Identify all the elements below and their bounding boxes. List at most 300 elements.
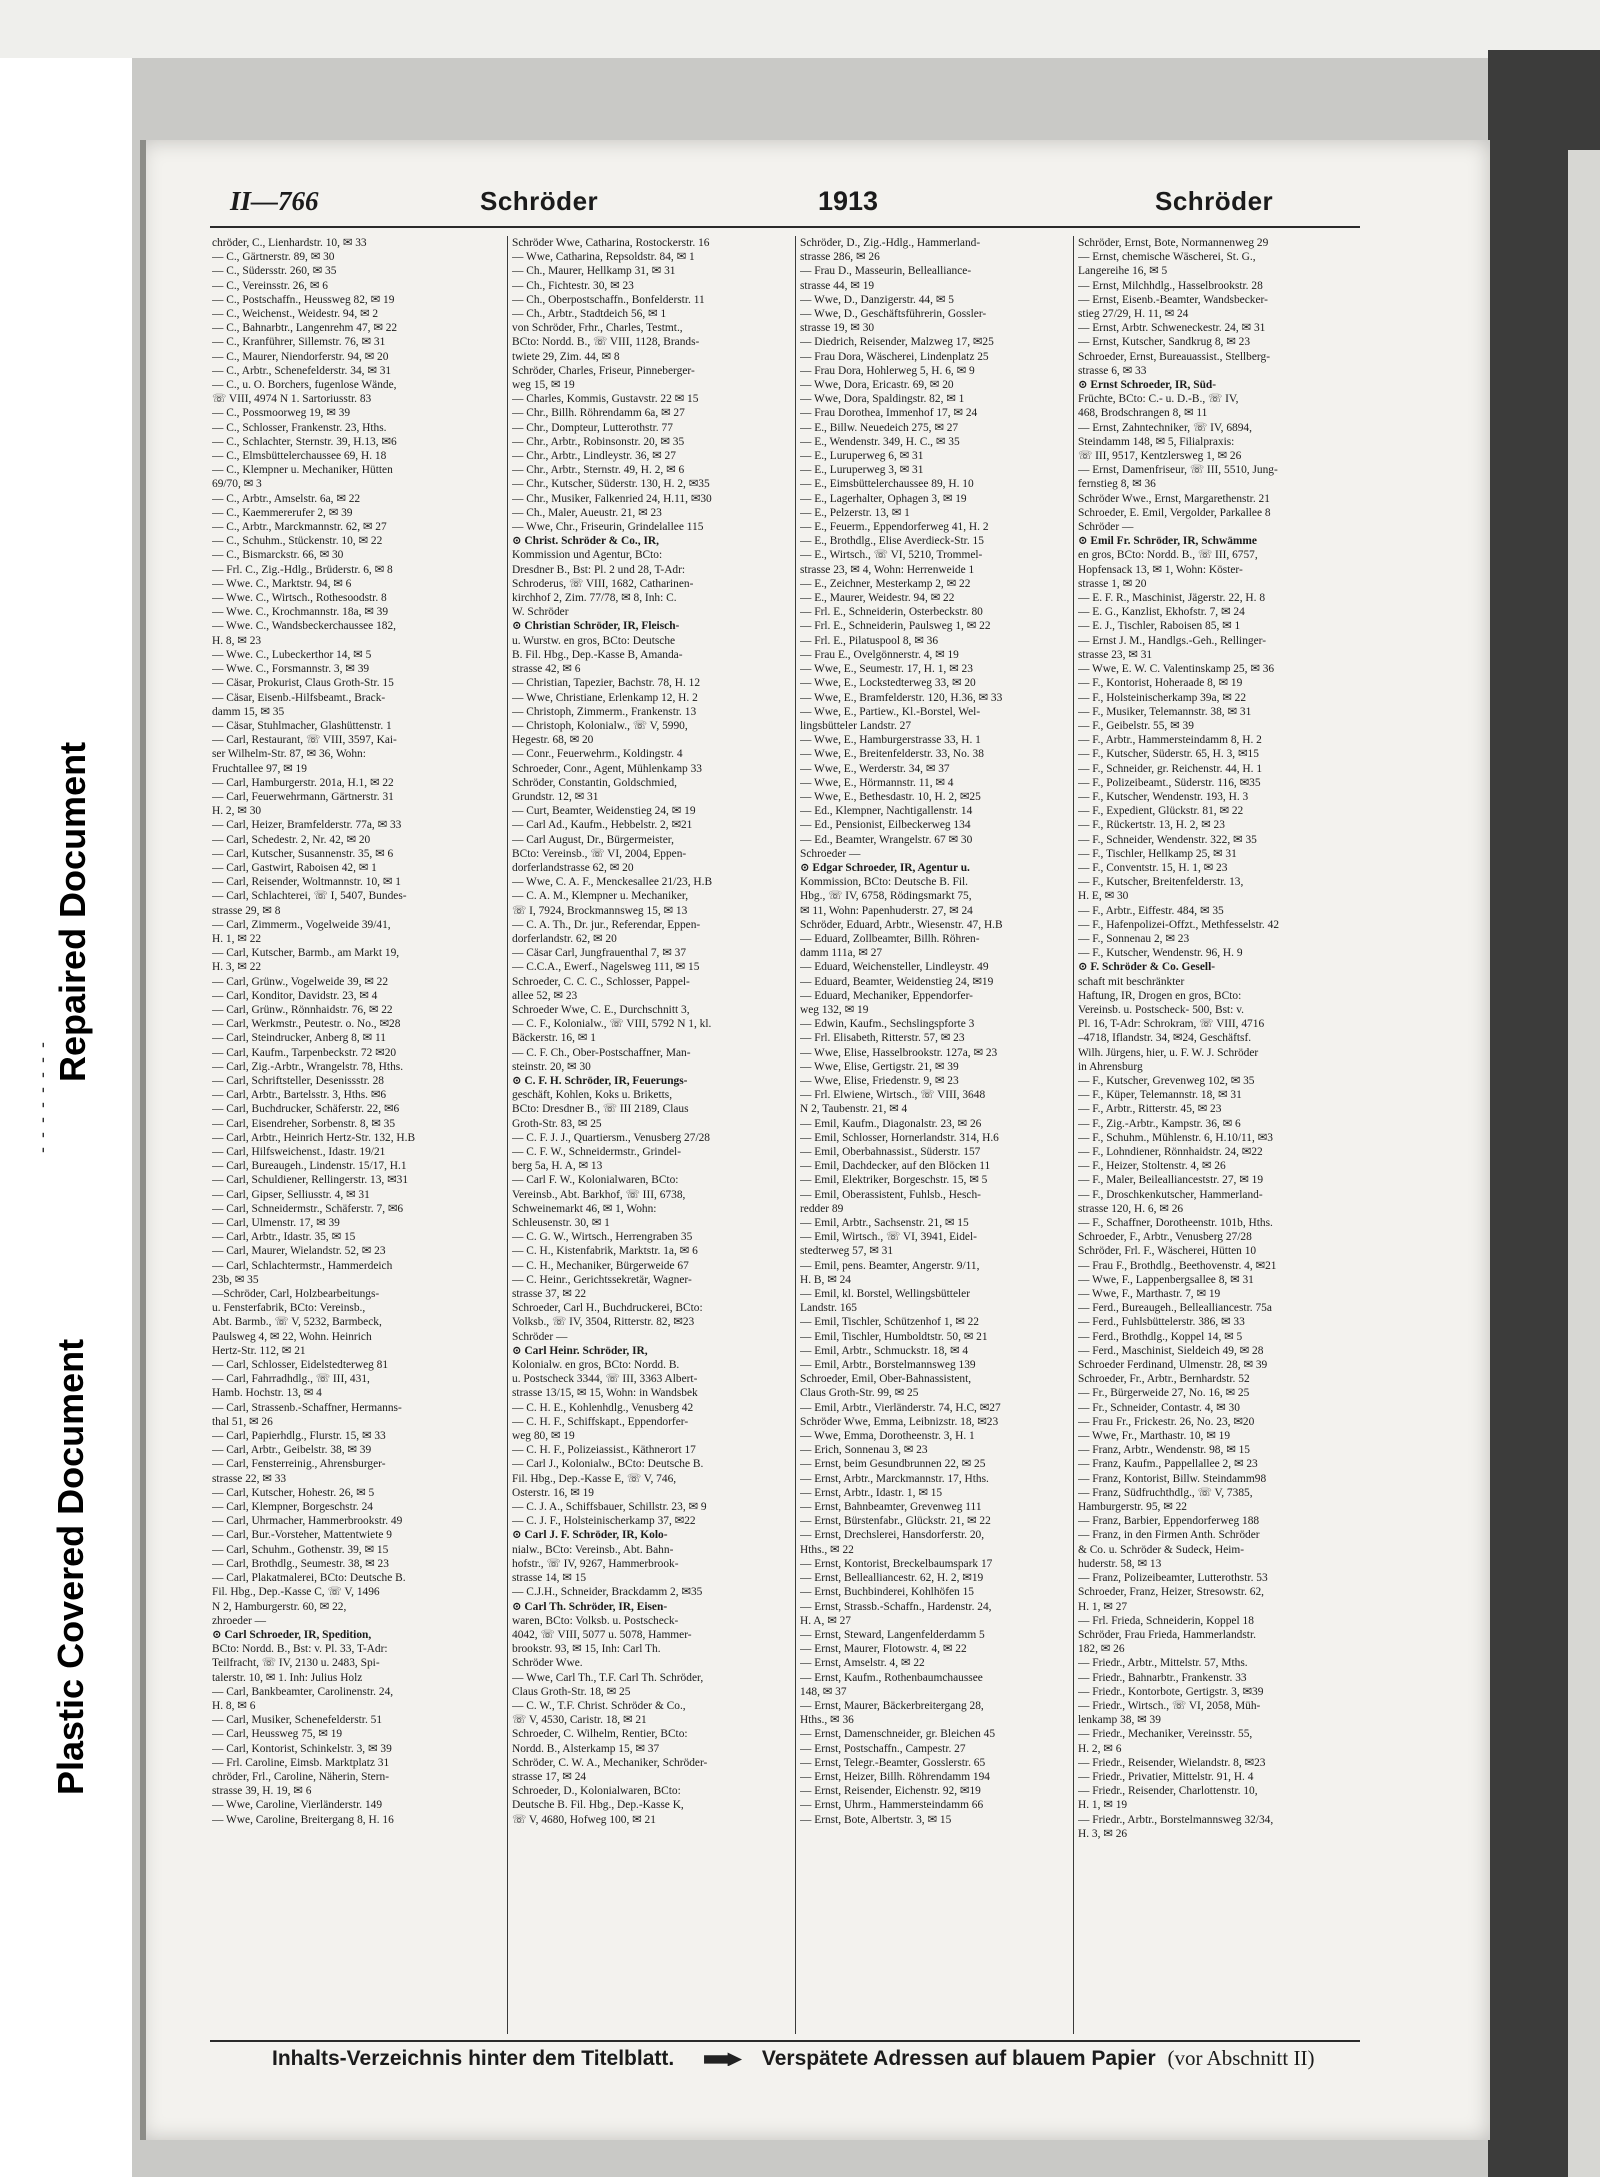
directory-entry: — Carl, Grünw., Rönnhaidstr. 76, ✉ 22 bbox=[212, 1003, 393, 1016]
page-header bbox=[210, 186, 1360, 222]
directory-entry: Schröder Wwe, Catharina, Rostockerstr. 16 bbox=[512, 237, 710, 249]
directory-entry: chröder, C., Lienhardstr. 10, ✉ 33 bbox=[212, 237, 367, 249]
directory-entry: — Carl, Uhrmacher, Hammerbrookstr. 49 bbox=[212, 1515, 403, 1528]
directory-column-2 bbox=[512, 236, 782, 2034]
directory-entry: — C., Maurer, Niendorferstr. 94, ✉ 20 bbox=[212, 350, 389, 363]
directory-entry: — Ch., Maurer, Hellkamp 31, ✉ 31 bbox=[512, 265, 676, 278]
directory-entry: — Ernst, Kaufm., Rothenbaumchaussee bbox=[800, 1671, 983, 1684]
directory-entry: H. 2, ✉ 6 bbox=[1078, 1742, 1122, 1755]
directory-entry: — Frau E., Ovelgönnerstr. 4, ✉ 19 bbox=[800, 648, 959, 661]
directory-entry: — C. H. F., Schiffskapt., Eppendorfer- bbox=[512, 1415, 689, 1428]
directory-entry: Schroeder Ferdinand, Ulmenstr. 28, ✉ 39 bbox=[1078, 1359, 1268, 1372]
directory-entry: — Franz, in den Firmen Anth. Schröder bbox=[1078, 1529, 1260, 1542]
directory-entry: — Ernst, Damenfriseur, ☏ III, 5510, Jung- bbox=[1078, 464, 1278, 477]
directory-entry: — C., Arbtr., Amselstr. 6a, ✉ 22 bbox=[212, 492, 361, 505]
directory-entry: BCto: Nordd. B., Bst: v. Pl. 33, T-Adr: bbox=[212, 1643, 388, 1656]
directory-entry: — Wwe. C., Wandsbeckerchaussee 182, bbox=[212, 620, 397, 633]
directory-entry: — Eduard, Zollbeamter, Billh. Röhren- bbox=[800, 932, 980, 945]
directory-entry: — Christian, Tapezier, Bachstr. 78, H. 12 bbox=[512, 677, 701, 690]
directory-entry: — Wwe. C., Wirtsch., Rothesoodstr. 8 bbox=[212, 592, 387, 605]
directory-entry: N 2, Hamburgerstr. 60, ✉ 22, bbox=[212, 1600, 347, 1613]
directory-entry: Schroeder, Ernst, Bureauassist., Stellberg- bbox=[1078, 350, 1270, 363]
directory-entry: ⊙ Carl Th. Schröder, IR, Eisen- bbox=[512, 1600, 668, 1613]
directory-entry: — F., Kutscher, Wendenstr. 193, H. 3 bbox=[1078, 790, 1249, 803]
directory-entry: — Carl, Kaufm., Tarpenbeckstr. 72 ✉20 bbox=[212, 1046, 397, 1059]
directory-entry: — C.J.H., Schneider, Brackdamm 2, ✉35 bbox=[512, 1586, 703, 1599]
directory-entry: talerstr. 10, ✉ 1. Inh: Julius Holz bbox=[212, 1671, 363, 1684]
directory-entry: strasse 44, ✉ 19 bbox=[800, 279, 875, 292]
directory-entry: stieg 27/29, H. 11, ✉ 24 bbox=[1078, 308, 1189, 321]
directory-entry: lingsbütteler Landstr. 27 bbox=[800, 719, 912, 732]
directory-entry: — Carl, Schuldiener, Rellingerstr. 13, ✉31 bbox=[212, 1174, 409, 1187]
directory-entry: — Emil, Arbtr., Sachsenstr. 21, ✉ 15 bbox=[800, 1217, 969, 1230]
directory-entry: — Wwe, Emma, Dorotheenstr. 3, H. 1 bbox=[800, 1430, 975, 1443]
directory-entry: — Franz, Polizeibeamter, Lutterothstr. 53 bbox=[1078, 1572, 1268, 1585]
directory-entry: — Emil, Arbtr., Schmuckstr. 18, ✉ 4 bbox=[800, 1344, 969, 1357]
directory-entry: — Chr., Arbtr., Sternstr. 49, H. 2, ✉ 6 bbox=[512, 464, 685, 477]
directory-entry: — Carl Ad., Kaufm., Hebbelstr. 2, ✉21 bbox=[512, 819, 693, 832]
directory-entry: Pl. 16, T-Adr: Schrokram, ☏ VIII, 4716 bbox=[1078, 1018, 1265, 1031]
directory-entry: Hegestr. 68, ✉ 20 bbox=[512, 734, 594, 747]
directory-entry: H. 8, ✉ 23 bbox=[212, 634, 262, 647]
directory-entry: — C. H. E., Kohlenhdlg., Venusberg 42 bbox=[512, 1401, 694, 1414]
directory-entry: steinstr. 20, ✉ 30 bbox=[512, 1060, 591, 1073]
directory-entry: — Ernst, beim Gesundbrunnen 22, ✉ 25 bbox=[800, 1458, 986, 1471]
directory-entry: — Ernst, chemische Wäscherei, St. G., bbox=[1078, 251, 1256, 264]
directory-entry: — Ernst, Bahnbeamter, Grevenweg 111 bbox=[800, 1501, 982, 1514]
directory-entry: — Cäsar, Prokurist, Claus Groth-Str. 15 bbox=[212, 677, 394, 690]
directory-column-1 bbox=[212, 236, 482, 2034]
directory-entry: — Chr., Arbtr., Robinsonstr. 20, ✉ 35 bbox=[512, 435, 685, 448]
directory-entry: — Ernst J. M., Handlgs.-Geh., Rellinger- bbox=[1078, 634, 1267, 647]
directory-entry: strasse 23, ✉ 31 bbox=[1078, 648, 1153, 661]
directory-entry: — Carl, Brothdlg., Seumestr. 38, ✉ 23 bbox=[212, 1557, 389, 1570]
directory-entry: 468, Brodschrangen 8, ✉ 11 bbox=[1078, 407, 1208, 420]
directory-entry: Schroeder, F., Arbtr., Venusberg 27/28 bbox=[1078, 1231, 1252, 1244]
directory-entry: — C., Kaemmererufer 2, ✉ 39 bbox=[212, 506, 353, 519]
directory-entry: Kommission und Agentur, BCto: bbox=[512, 549, 663, 562]
footer-late-addresses-note: Verspätete Adressen auf blauem Papier bbox=[761, 2047, 1156, 2070]
directory-entry: — C., Gärtnerstr. 89, ✉ 30 bbox=[212, 251, 335, 264]
directory-entry: — C. H. F., Polizeiassist., Käthnerort 17 bbox=[512, 1444, 696, 1457]
directory-entry: — F., Arbtr., Hammersteindamm 8, H. 2 bbox=[1078, 734, 1262, 747]
sidebar-label-plastic: Plastic Covered Document bbox=[50, 1338, 91, 1795]
sidebar-label-strip bbox=[0, 58, 132, 2177]
directory-entry: — C., Postschaffn., Heussweg 82, ✉ 19 bbox=[212, 293, 395, 306]
directory-entry: — C. F. Ch., Ober-Postschaffner, Man- bbox=[512, 1046, 691, 1059]
directory-entry: ⊙ F. Schröder & Co. Gesell- bbox=[1078, 961, 1216, 974]
directory-entry: — Carl, Schriftsteller, Desenissstr. 28 bbox=[212, 1074, 384, 1087]
directory-entry: B. Fil. Hbg., Dep.-Kasse B, Amanda- bbox=[512, 648, 683, 661]
directory-entry: ⊙ Edgar Schroeder, IR, Agentur u. bbox=[800, 861, 970, 874]
directory-entry: — F., Rückertstr. 13, H. 2, ✉ 23 bbox=[1078, 819, 1225, 832]
directory-entry: — C. J. A., Schiffsbauer, Schillstr. 23, ✉ 9 bbox=[512, 1501, 707, 1514]
directory-entry: strasse 29, ✉ 8 bbox=[212, 904, 281, 917]
directory-entry: — Ferd., Brothdlg., Koppel 14, ✉ 5 bbox=[1078, 1330, 1243, 1343]
directory-entry: — F., Tischler, Hellkamp 25, ✉ 31 bbox=[1078, 847, 1237, 860]
directory-entry: thal 51, ✉ 26 bbox=[212, 1415, 273, 1428]
directory-entry: waren, BCto: Volksb. u. Postscheck- bbox=[512, 1614, 679, 1627]
directory-entry: — Friedr., Reisender, Wielandstr. 8, ✉23 bbox=[1078, 1756, 1266, 1769]
directory-entry: — Carl, Hamburgerstr. 201a, H.1, ✉ 22 bbox=[212, 776, 394, 789]
directory-entry: brookstr. 93, ✉ 15, Inh: Carl Th. bbox=[512, 1643, 661, 1656]
directory-entry: — C., Arbtr., Schenefelderstr. 34, ✉ 31 bbox=[212, 364, 392, 377]
directory-entry: — E., Luruperweg 6, ✉ 31 bbox=[800, 450, 924, 463]
directory-entry: ⊙ Carl J. F. Schröder, IR, Kolo- bbox=[512, 1529, 668, 1542]
directory-entry: — Wwe, Dora, Spaldingstr. 82, ✉ 1 bbox=[800, 393, 965, 406]
directory-entry: Schroeder, D., Kolonialwaren, BCto: bbox=[512, 1785, 681, 1798]
directory-entry: Schroeder, C. Wilhelm, Rentier, BCto: bbox=[512, 1728, 688, 1741]
directory-entry: — C., Arbtr., Marckmannstr. 62, ✉ 27 bbox=[212, 521, 387, 534]
directory-entry: — Ernst, Telegr.-Beamter, Gosslerstr. 65 bbox=[800, 1756, 986, 1769]
directory-entry: — Carl August, Dr., Bürgermeister, bbox=[512, 833, 674, 846]
directory-entry: — Ferd., Fuhlsbüttelerstr. 386, ✉ 33 bbox=[1078, 1316, 1245, 1329]
directory-entry: —Schröder, Carl, Holzbearbeitungs- bbox=[212, 1288, 380, 1301]
directory-entry: — Ernst, Strassb.-Schaffn., Hardenstr. 24, bbox=[800, 1600, 992, 1613]
directory-entry: — Emil, pens. Beamter, Angerstr. 9/11, bbox=[800, 1259, 980, 1272]
directory-entry: — Chr., Billh. Röhrendamm 6a, ✉ 27 bbox=[512, 407, 685, 420]
directory-entry: — Wwe, D., Geschäftsführerin, Gossler- bbox=[800, 308, 987, 321]
directory-entry: — F., Conventstr. 15, H. 1, ✉ 23 bbox=[1078, 861, 1228, 874]
directory-entry: strasse 37, ✉ 22 bbox=[512, 1288, 587, 1301]
directory-entry: — Carl, Reisender, Woltmannstr. 10, ✉ 1 bbox=[212, 876, 401, 889]
directory-entry: — Ernst, Amselstr. 4, ✉ 22 bbox=[800, 1657, 925, 1670]
directory-entry: — C., Schuhm., Stückenstr. 10, ✉ 22 bbox=[212, 535, 383, 548]
footer-index-note: Inhalts-Verzeichnis hinter dem Titelblatt. bbox=[272, 2047, 675, 2070]
directory-entry: Schröder — bbox=[1078, 521, 1134, 534]
directory-entry: — Carl, Buchdrucker, Schäferstr. 22, ✉6 bbox=[212, 1103, 400, 1116]
directory-entry: — Carl, Bankbeamter, Carolinenstr. 24, bbox=[212, 1685, 394, 1698]
directory-entry: Hths., ✉ 22 bbox=[800, 1543, 854, 1556]
directory-entry: — Wwe, E., Seumestr. 17, H. 1, ✉ 23 bbox=[800, 663, 973, 676]
directory-entry: — Carl, Schuhm., Gothenstr. 39, ✉ 15 bbox=[212, 1543, 389, 1556]
directory-entry: Dresdner B., Bst: Pl. 2 und 28, T-Adr: bbox=[512, 563, 686, 576]
directory-entry: — F., Schneider, Wendenstr. 322, ✉ 35 bbox=[1078, 833, 1257, 846]
directory-entry: Hopfensack 13, ✉ 1, Wohn: Köster- bbox=[1078, 563, 1243, 576]
directory-entry: Schröder, Ernst, Bote, Normannenweg 29 bbox=[1078, 237, 1269, 249]
directory-entry: — E., Wirtsch., ☏ VI, 5210, Trommel- bbox=[800, 549, 983, 562]
directory-entry: Schröder, D., Zig.-Hdlg., Hammerland- bbox=[800, 237, 981, 249]
directory-entry: — Friedr., Mechaniker, Vereinsstr. 55, bbox=[1078, 1728, 1253, 1741]
directory-entry: — Carl, Gipser, Selliusstr. 4, ✉ 31 bbox=[212, 1188, 370, 1201]
directory-entry: — Ed., Beamter, Wrangelstr. 67 ✉ 30 bbox=[800, 833, 973, 846]
directory-entry: strasse 22, ✉ 33 bbox=[212, 1472, 287, 1485]
directory-entry: — Carl, Kontorist, Schinkelstr. 3, ✉ 39 bbox=[212, 1742, 392, 1755]
directory-entry: 148, ✉ 37 bbox=[800, 1685, 847, 1698]
directory-entry: strasse 14, ✉ 15 bbox=[512, 1572, 587, 1585]
directory-entry: — Ferd., Maschinist, Sieldeich 49, ✉ 28 bbox=[1078, 1344, 1264, 1357]
directory-entry: — Emil, Oberbahnassist., Süderstr. 157 bbox=[800, 1146, 981, 1158]
directory-entry: — Carl, Kutscher, Barmb., am Markt 19, bbox=[212, 947, 400, 960]
directory-entry: Schroeder Wwe, C. E., Durchschnitt 3, bbox=[512, 1003, 690, 1016]
directory-entry: — Cäsar, Stuhlmacher, Glashüttenstr. 1 bbox=[212, 719, 392, 732]
directory-entry: geschäft, Kohlen, Koks u. Briketts, bbox=[512, 1089, 673, 1102]
directory-entry: strasse 6, ✉ 33 bbox=[1078, 364, 1147, 377]
directory-entry: — Ernst, Kontorist, Breckelbaumspark 17 bbox=[800, 1557, 993, 1570]
directory-entry: Schroeder, C. C. C., Schlosser, Pappel- bbox=[512, 975, 690, 988]
directory-entry: Schroeder, Conr., Agent, Mühlenkamp 33 bbox=[512, 762, 702, 775]
directory-entry: — Carl, Restaurant, ☏ VIII, 3597, Kai- bbox=[212, 734, 397, 747]
directory-entry: — C., Bahnarbtr., Langenrehm 47, ✉ 22 bbox=[212, 322, 398, 335]
directory-entry: — Ernst, Postschaffn., Campestr. 27 bbox=[800, 1742, 966, 1755]
directory-entry: — F., Musiker, Telemannstr. 38, ✉ 31 bbox=[1078, 705, 1252, 718]
directory-entry: — Ch., Oberpostschaffn., Bonfelderstr. 11 bbox=[512, 293, 705, 306]
directory-entry: –4718, Iflandstr. 34, ✉24, Geschäftsf. bbox=[1078, 1032, 1252, 1045]
directory-entry: — Carl, Arbtr., Geibelstr. 38, ✉ 39 bbox=[212, 1444, 372, 1457]
directory-entry: — Carl, Konditor, Davidstr. 23, ✉ 4 bbox=[212, 989, 378, 1002]
directory-entry: — C. G. W., Wirtsch., Herrengraben 35 bbox=[512, 1231, 693, 1244]
directory-entry: — Friedr., Wirtsch., ☏ VI, 2058, Müh- bbox=[1078, 1699, 1261, 1712]
directory-entry: twiete 29, Zim. 44, ✉ 8 bbox=[512, 350, 620, 363]
directory-entry: — Carl, Strassenb.-Schaffner, Hermanns- bbox=[212, 1401, 402, 1414]
directory-entry: — E., Pelzerstr. 13, ✉ 1 bbox=[800, 506, 910, 519]
directory-entry: Groth-Str. 83, ✉ 25 bbox=[512, 1117, 602, 1130]
directory-entry: Bäckerstr. 16, ✉ 1 bbox=[512, 1032, 596, 1045]
directory-entry: Hertz-Str. 112, ✉ 21 bbox=[212, 1344, 306, 1357]
directory-entry: Schröder, Charles, Friseur, Pinneberger- bbox=[512, 364, 695, 377]
directory-entry: Steindamm 148, ✉ 5, Filialpraxis: bbox=[1078, 435, 1235, 448]
directory-entry: strasse 19, ✉ 30 bbox=[800, 322, 875, 335]
directory-entry: stedterweg 57, ✉ 31 bbox=[800, 1245, 894, 1258]
directory-entry: — C. A. Th., Dr. jur., Referendar, Eppen- bbox=[512, 918, 701, 931]
directory-entry: ✉ 11, Wohn: Papenhuderstr. 27, ✉ 24 bbox=[800, 904, 973, 917]
directory-entry: — C. Heinr., Gerichtssekretär, Wagner- bbox=[512, 1273, 692, 1286]
directory-entry: — Ernst, Bürstenfabr., Glückstr. 21, ✉ 22 bbox=[800, 1515, 991, 1528]
directory-entry: — F., Kutscher, Grevenweg 102, ✉ 35 bbox=[1078, 1074, 1255, 1087]
directory-entry: huderstr. 58, ✉ 13 bbox=[1078, 1557, 1162, 1570]
directory-entry: — Carl, Steindrucker, Anberg 8, ✉ 11 bbox=[212, 1032, 386, 1045]
page-footer bbox=[272, 2046, 1372, 2082]
directory-entry: — Friedr., Arbtr., Mittelstr. 57, Mths. bbox=[1078, 1657, 1248, 1670]
sidebar-dash-marker: - - - - - - - - bbox=[32, 1040, 52, 1153]
directory-entry: — Franz, Arbtr., Wendenstr. 98, ✉ 15 bbox=[1078, 1444, 1250, 1457]
directory-entry: — Wwe, E., Partiew., Kl.-Borstel, Wel- bbox=[800, 705, 981, 718]
directory-entry: — F., Schaffner, Dorotheenstr. 101b, Hths. bbox=[1078, 1217, 1273, 1230]
directory-entry: — F., Maler, Beileallianceststr. 27, ✉ 19 bbox=[1078, 1174, 1264, 1187]
directory-entry: — Diedrich, Reisender, Malzweg 17, ✉25 bbox=[800, 336, 994, 349]
directory-entry: — Emil, Tischler, Schützenhof 1, ✉ 22 bbox=[800, 1316, 979, 1329]
directory-entry: berg 5a, H. A, ✉ 13 bbox=[512, 1160, 603, 1173]
directory-entry: — Wwe, F., Lappenbergsallee 8, ✉ 31 bbox=[1078, 1273, 1254, 1286]
directory-entry: — Franz, Südfruchthdlg., ☏ V, 7385, bbox=[1078, 1486, 1253, 1499]
directory-entry: — C., Bismarckstr. 66, ✉ 30 bbox=[212, 549, 344, 562]
directory-entry: — Frl. Frieda, Schneiderin, Koppel 18 bbox=[1078, 1614, 1254, 1627]
directory-entry: — Charles, Kommis, Gustavstr. 22 ✉ 15 bbox=[512, 393, 699, 406]
directory-entry: ⊙ Emil Fr. Schröder, IR, Schwämme bbox=[1078, 535, 1257, 548]
directory-entry: — Frl. E., Pilatuspool 8, ✉ 36 bbox=[800, 634, 939, 647]
directory-entry: ⊙ Carl Schroeder, IR, Spedition, bbox=[212, 1628, 372, 1641]
directory-entry: — Carl, Bur.-Vorsteher, Mattentwiete 9 bbox=[212, 1529, 392, 1542]
directory-entry: — F., Sonnenau 2, ✉ 23 bbox=[1078, 932, 1190, 945]
directory-entry: H. 1, ✉ 22 bbox=[212, 932, 262, 945]
directory-entry: Fil. Hbg., Dep.-Kasse C, ☏ V, 1496 bbox=[212, 1586, 380, 1599]
directory-entry: u. Fensterfabrik, BCto: Vereinsb., bbox=[212, 1302, 366, 1315]
directory-entry: — Carl, Fensterreinig., Ahrensburger- bbox=[212, 1458, 386, 1471]
directory-entry: strasse 23, ✉ 4, Wohn: Herrenweide 1 bbox=[800, 563, 975, 576]
directory-entry: in Ahrensburg bbox=[1078, 1060, 1143, 1073]
directory-entry: dorferlandstrasse 62, ✉ 20 bbox=[512, 861, 634, 874]
directory-entry: — Chr., Dompteur, Lutterothstr. 77 bbox=[512, 421, 673, 434]
directory-entry: — Ed., Pensionist, Eilbeckerweg 134 bbox=[800, 819, 971, 832]
directory-entry: kirchhof 2, Zim. 77/78, ✉ 8, Inh: C. bbox=[512, 592, 677, 605]
column-divider bbox=[795, 236, 796, 2034]
directory-entry: — C., u. O. Borchers, fugenlose Wände, bbox=[212, 379, 397, 392]
directory-entry: Teilfracht, ☏ IV, 2130 u. 2483, Spi- bbox=[212, 1657, 380, 1670]
directory-entry: allee 52, ✉ 23 bbox=[512, 989, 578, 1002]
directory-entry: Schroeder, E. Emil, Vergolder, Parkallee 8 bbox=[1078, 506, 1271, 519]
directory-entry: H. 1, ✉ 19 bbox=[1078, 1799, 1128, 1812]
directory-entry: Hbg., ☏ IV, 6758, Rödingsmarkt 75, bbox=[800, 890, 972, 903]
running-head-right: Schröder bbox=[1155, 186, 1274, 216]
directory-entry: — C., Elmsbüttelerchaussee 69, H. 18 bbox=[212, 450, 387, 463]
directory-entry: Vereinsb., Abt. Barkhof, ☏ III, 6738, bbox=[512, 1188, 686, 1201]
directory-entry: — E., Maurer, Weidestr. 94, ✉ 22 bbox=[800, 592, 955, 605]
directory-entry: — Ernst, Arbtr. Schweneckestr. 24, ✉ 31 bbox=[1078, 322, 1266, 335]
directory-entry: — Eduard, Mechaniker, Eppendorfer- bbox=[800, 989, 973, 1002]
directory-entry: — Carl, Kutscher, Hohestr. 26, ✉ 5 bbox=[212, 1486, 375, 1499]
directory-entry: — Ernst, Drechslerei, Hansdorferstr. 20, bbox=[800, 1529, 985, 1542]
directory-entry: — Carl, Bureaugeh., Lindenstr. 15/17, H.1 bbox=[212, 1160, 407, 1173]
directory-entry: — C., Kranführer, Sillemstr. 76, ✉ 31 bbox=[212, 336, 386, 349]
directory-entry: Schröder, Eduard, Arbtr., Wiesenstr. 47, H.B bbox=[800, 918, 1003, 931]
directory-entry: — Ernst, Buchbinderei, Kohlhöfen 15 bbox=[800, 1586, 974, 1599]
directory-entry: chröder, Frl., Caroline, Näherin, Stern- bbox=[212, 1770, 389, 1783]
directory-entry: — Chr., Musiker, Falkenried 24, H.11, ✉30 bbox=[512, 492, 712, 505]
directory-entry: en gros, BCto: Nordd. B., ☏ III, 6757, bbox=[1078, 549, 1258, 562]
footer-section-note: (vor Abschnitt II) bbox=[1167, 2046, 1315, 2070]
directory-entry: 4042, ☏ VIII, 5077 u. 5078, Hammer- bbox=[512, 1628, 692, 1641]
directory-entry: Hths., ✉ 36 bbox=[800, 1714, 854, 1727]
directory-entry: — Ch., Maler, Aueustr. 21, ✉ 23 bbox=[512, 506, 662, 519]
directory-entry: BCto: Nordd. B., ☏ VIII, 1128, Brands- bbox=[512, 336, 700, 349]
directory-entry: — Emil, Tischler, Humboldtstr. 50, ✉ 21 bbox=[800, 1330, 988, 1343]
directory-entry: — Frl. Elwiene, Wirtsch., ☏ VIII, 3648 bbox=[800, 1089, 986, 1102]
header-rule bbox=[210, 226, 1360, 228]
directory-entry: — Wwe, E., Lockstedterweg 33, ✉ 20 bbox=[800, 677, 976, 690]
directory-entry: — E. J., Tischler, Raboisen 85, ✉ 1 bbox=[1078, 620, 1241, 633]
directory-entry: Schröder, Constantin, Goldschmied, bbox=[512, 776, 678, 789]
directory-entry: ⊙ Christ. Schröder & Co., IR, bbox=[512, 535, 659, 548]
directory-entry: weg 15, ✉ 19 bbox=[512, 379, 575, 392]
directory-entry: — Frau F., Brothdlg., Beethovenstr. 4, ✉21 bbox=[1078, 1259, 1277, 1272]
directory-entry: — Frau D., Masseurin, Bellealliance- bbox=[800, 265, 972, 278]
directory-entry: — C. H., Kistenfabrik, Marktstr. 1a, ✉ 6 bbox=[512, 1245, 698, 1258]
directory-entry: — Wwe, Elise, Friedenstr. 9, ✉ 23 bbox=[800, 1074, 959, 1087]
directory-entry: — Wwe. C., Marktstr. 94, ✉ 6 bbox=[212, 577, 352, 590]
directory-entry: — Emil, Arbtr., Vierländerstr. 74, H.C, ✉27 bbox=[800, 1401, 1001, 1414]
directory-entry: — C.C.A., Ewerf., Nagelsweg 111, ✉ 15 bbox=[512, 961, 700, 974]
directory-entry: N 2, Taubenstr. 21, ✉ 4 bbox=[800, 1103, 908, 1116]
directory-entry: — E., Billw. Neuedeich 275, ✉ 27 bbox=[800, 421, 959, 434]
directory-entry: — Curt, Beamter, Weidenstieg 24, ✉ 19 bbox=[512, 805, 696, 818]
directory-entry: — Wwe, D., Danzigerstr. 44, ✉ 5 bbox=[800, 293, 954, 306]
directory-entry: Wilh. Jürgens, hier, u. F. W. J. Schröder bbox=[1078, 1046, 1259, 1059]
directory-entry: fernstieg 8, ✉ 36 bbox=[1078, 478, 1156, 491]
directory-entry: ☏ V, 4680, Hofweg 100, ✉ 21 bbox=[512, 1813, 656, 1826]
directory-entry: dorferlandstr. 62, ✉ 20 bbox=[512, 932, 617, 945]
directory-entry: — Carl, Feuerwehrmann, Gärtnerstr. 31 bbox=[212, 790, 394, 803]
directory-entry: Schröder, C. W. A., Mechaniker, Schröder- bbox=[512, 1756, 708, 1769]
directory-entry: Früchte, BCto: C.- u. D.-B., ☏ IV, bbox=[1078, 393, 1239, 406]
directory-entry: Landstr. 165 bbox=[800, 1302, 857, 1315]
directory-entry: Schroeder — bbox=[800, 847, 861, 860]
directory-entry: — Wwe, E., Werderstr. 34, ✉ 37 bbox=[800, 762, 950, 775]
directory-entry: — C. F. J. J., Quartiersm., Venusberg 27/28 bbox=[512, 1131, 710, 1144]
directory-entry: ⊙ Christian Schröder, IR, Fleisch- bbox=[512, 620, 680, 633]
directory-entry: — Ernst, Bote, Albertstr. 3, ✉ 15 bbox=[800, 1813, 952, 1826]
directory-entry: — Ernst, Maurer, Bäckerbreitergang 28, bbox=[800, 1699, 984, 1712]
directory-entry: — E., Brothdlg., Elise Averdieck-Str. 15 bbox=[800, 535, 984, 548]
directory-entry: schaft mit beschränkter bbox=[1078, 975, 1185, 988]
directory-entry: — Emil, Arbtr., Borstelmannsweg 139 bbox=[800, 1359, 976, 1372]
directory-entry: — Carl, Zimmerm., Vogelweide 39/41, bbox=[212, 918, 391, 931]
directory-entry: ☏ III, 9517, Kentzlersweg 1, ✉ 26 bbox=[1078, 450, 1242, 463]
directory-entry: — E., Eimsbüttelerchaussee 89, H. 10 bbox=[800, 478, 974, 491]
directory-entry: — Carl, Fahrradhdlg., ☏ III, 431, bbox=[212, 1373, 370, 1386]
directory-entry: Schroeder, Franz, Heizer, Stresowstr. 62, bbox=[1078, 1586, 1265, 1599]
directory-entry: — F., Polizeibeamt., Süderstr. 116, ✉35 bbox=[1078, 776, 1261, 789]
directory-entry: — F., Schneider, gr. Reichenstr. 44, H. 1 bbox=[1078, 762, 1263, 775]
directory-entry: — C., Schlachter, Sternstr. 39, H.13, ✉6 bbox=[212, 435, 397, 448]
directory-entry: — Wwe, Chr., Friseurin, Grindelallee 115 bbox=[512, 521, 704, 534]
directory-entry: — F., Droschkenkutscher, Hammerland- bbox=[1078, 1188, 1263, 1201]
directory-entry: — Frl. C., Zig.-Hdlg., Brüderstr. 6, ✉ 8 bbox=[212, 563, 393, 576]
directory-entry: Volksb., ☏ IV, 3504, Ritterstr. 82, ✉23 bbox=[512, 1316, 695, 1329]
directory-entry: von Schröder, Frhr., Charles, Testmt., bbox=[512, 322, 683, 335]
directory-entry: — Friedr., Kontorbote, Gertigstr. 3, ✉39 bbox=[1078, 1685, 1264, 1698]
directory-entry: hofstr., ☏ IV, 9267, Hammerbrook- bbox=[512, 1557, 679, 1570]
directory-entry: — Ernst, Maurer, Flotowstr. 4, ✉ 22 bbox=[800, 1643, 967, 1656]
directory-entry: — Carl, Papierhdlg., Flurstr. 15, ✉ 33 bbox=[212, 1430, 386, 1443]
directory-entry: ⊙ Carl Heinr. Schröder, IR, bbox=[512, 1344, 648, 1357]
page-number: II—766 bbox=[230, 186, 319, 216]
directory-entry: — Friedr., Bahnarbtr., Frankenstr. 33 bbox=[1078, 1671, 1247, 1684]
directory-entry: Hamburgerstr. 95, ✉ 22 bbox=[1078, 1501, 1187, 1514]
directory-entry: Schleusenstr. 30, ✉ 1 bbox=[512, 1217, 610, 1230]
directory-entry: H. 1, ✉ 27 bbox=[1078, 1600, 1128, 1613]
directory-entry: — Carl, Schlosser, Eidelstedterweg 81 bbox=[212, 1359, 389, 1372]
directory-entry: — Carl, Gastwirt, Raboisen 42, ✉ 1 bbox=[212, 861, 377, 874]
directory-entry: — Carl, Zig.-Arbtr., Wrangelstr. 78, Hths. bbox=[212, 1060, 404, 1073]
directory-entry: Paulsweg 4, ✉ 22, Wohn. Heinrich bbox=[212, 1330, 372, 1343]
directory-entry: — Erich, Sonnenau 3, ✉ 23 bbox=[800, 1444, 928, 1457]
directory-entry: — Carl, Schneidermstr., Schäferstr. 7, ✉6 bbox=[212, 1202, 404, 1215]
directory-entry: — Wwe, Dora, Ericastr. 69, ✉ 20 bbox=[800, 379, 954, 392]
directory-entry: — C., Südersstr. 260, ✉ 35 bbox=[212, 265, 337, 278]
directory-entry: — Ernst, Bellealliancestr. 62, H. 2, ✉19 bbox=[800, 1572, 984, 1585]
directory-entry: — Carl, Heussweg 75, ✉ 19 bbox=[212, 1728, 343, 1741]
directory-entry: — Ed., Klempner, Nachtigallenstr. 14 bbox=[800, 805, 973, 818]
directory-entry: lenkamp 38, ✉ 39 bbox=[1078, 1714, 1161, 1727]
directory-entry: 182, ✉ 26 bbox=[1078, 1643, 1125, 1656]
directory-entry: — Carl, Plakatmalerei, BCto: Deutsche B. bbox=[212, 1572, 406, 1585]
directory-entry: strasse 13/15, ✉ 15, Wohn: in Wandsbek bbox=[512, 1387, 698, 1400]
directory-entry: Schröder Wwe., Ernst, Margarethenstr. 21 bbox=[1078, 492, 1270, 505]
directory-entry: — F., Kutscher, Breitenfelderstr. 13, bbox=[1078, 876, 1244, 889]
directory-entry: — C. F., Kolonialw., ☏ VIII, 5792 N 1, kl. bbox=[512, 1018, 712, 1031]
directory-entry: H. A, ✉ 27 bbox=[800, 1614, 851, 1627]
directory-entry: — F., Hafenpolizei-Offzt., Methfesselstr. 42 bbox=[1078, 918, 1280, 931]
directory-entry: — Wwe, E., Bethesdastr. 10, H. 2, ✉25 bbox=[800, 790, 981, 803]
directory-entry: Schroderus, ☏ VIII, 1682, Catharinen- bbox=[512, 577, 694, 590]
directory-entry: zhroeder — bbox=[212, 1614, 267, 1627]
directory-entry: — Eduard, Weichensteller, Lindleystr. 49 bbox=[800, 961, 989, 974]
directory-entry: — Friedr., Privatier, Mittelstr. 91, H. 4 bbox=[1078, 1770, 1254, 1783]
directory-entry: — Ernst, Heizer, Billh. Röhrendamm 194 bbox=[800, 1770, 990, 1783]
page-binding-edge bbox=[140, 140, 146, 2140]
directory-entry: — Wwe, Catharina, Repsoldstr. 84, ✉ 1 bbox=[512, 251, 695, 264]
directory-entry: — Carl, Schedestr. 2, Nr. 42, ✉ 20 bbox=[212, 833, 371, 846]
